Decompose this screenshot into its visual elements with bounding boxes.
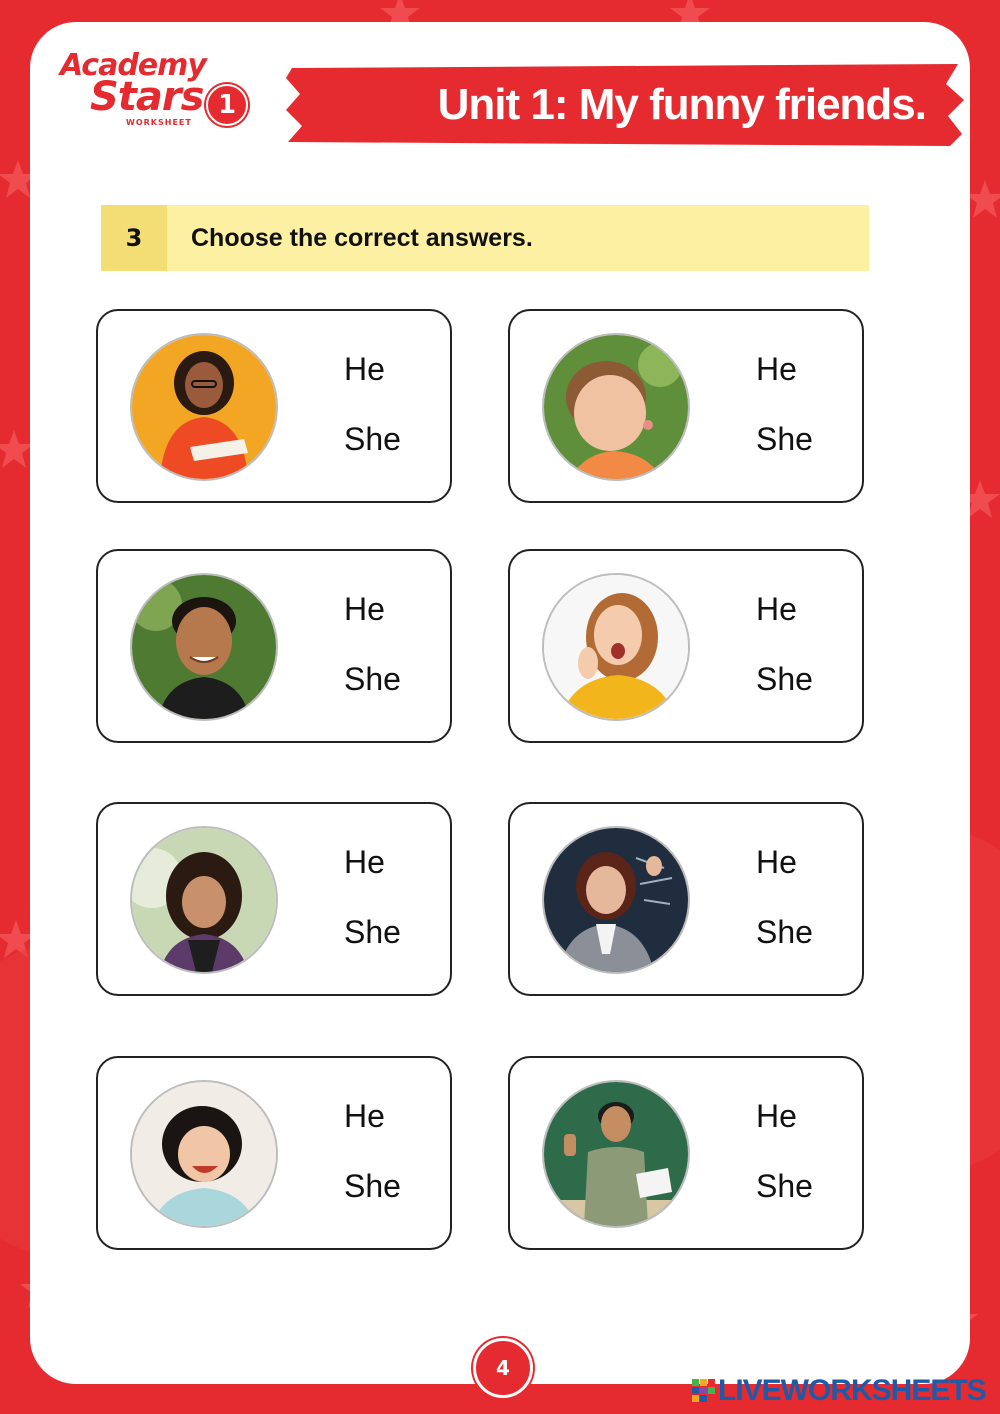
- answer-card: [508, 802, 864, 996]
- academy-stars-logo: [50, 48, 250, 128]
- option-she[interactable]: She: [756, 661, 813, 697]
- laughing-girl-photo: [130, 1080, 278, 1228]
- answer-card: [508, 1056, 864, 1250]
- unit-title-banner: [286, 64, 966, 146]
- logo-academy-text: Academy: [60, 48, 206, 83]
- smiling-boy-photo: [130, 573, 278, 721]
- surprised-girl-photo: [542, 573, 690, 721]
- answer-card: [508, 549, 864, 743]
- option-he[interactable]: He: [344, 844, 385, 880]
- option-he[interactable]: He: [344, 591, 385, 627]
- option-he[interactable]: He: [756, 351, 797, 387]
- liveworksheets-logo-icon: [692, 1379, 716, 1403]
- option-she[interactable]: She: [756, 1168, 813, 1204]
- option-she[interactable]: She: [344, 421, 401, 457]
- answer-card: [96, 802, 452, 996]
- answer-card: [96, 1056, 452, 1250]
- option-he[interactable]: He: [756, 591, 797, 627]
- answer-card: [96, 549, 452, 743]
- option-he[interactable]: He: [344, 1098, 385, 1134]
- instruction-bar: [101, 205, 869, 271]
- answer-card: [96, 309, 452, 503]
- option-she[interactable]: She: [344, 1168, 401, 1204]
- page-title: Unit 1: My funny friends.: [437, 80, 926, 129]
- page-number-badge: 4: [473, 1338, 533, 1398]
- logo-level-badge: 1: [206, 84, 248, 126]
- woman-at-blackboard-photo: [542, 826, 690, 974]
- option-she[interactable]: She: [344, 661, 401, 697]
- logo-stars-text: Stars: [90, 74, 204, 120]
- boy-blowing-dandelion-photo: [542, 333, 690, 481]
- option-she[interactable]: She: [756, 914, 813, 950]
- answer-card: [508, 309, 864, 503]
- logo-worksheet-text: WORKSHEET: [126, 118, 192, 127]
- woman-with-book-photo: [130, 333, 278, 481]
- exercise-instruction: Choose the correct answers.: [191, 224, 533, 252]
- liveworksheets-brand[interactable]: [692, 1374, 986, 1407]
- option-he[interactable]: He: [344, 351, 385, 387]
- option-he[interactable]: He: [756, 1098, 797, 1134]
- option-she[interactable]: She: [344, 914, 401, 950]
- exercise-number: 3: [101, 205, 167, 271]
- option-she[interactable]: She: [756, 421, 813, 457]
- man-thumbs-up-photo: [542, 1080, 690, 1228]
- liveworksheets-text: LIVEWORKSHEETS: [718, 1374, 986, 1407]
- long-haired-child-photo: [130, 826, 278, 974]
- option-he[interactable]: He: [756, 844, 797, 880]
